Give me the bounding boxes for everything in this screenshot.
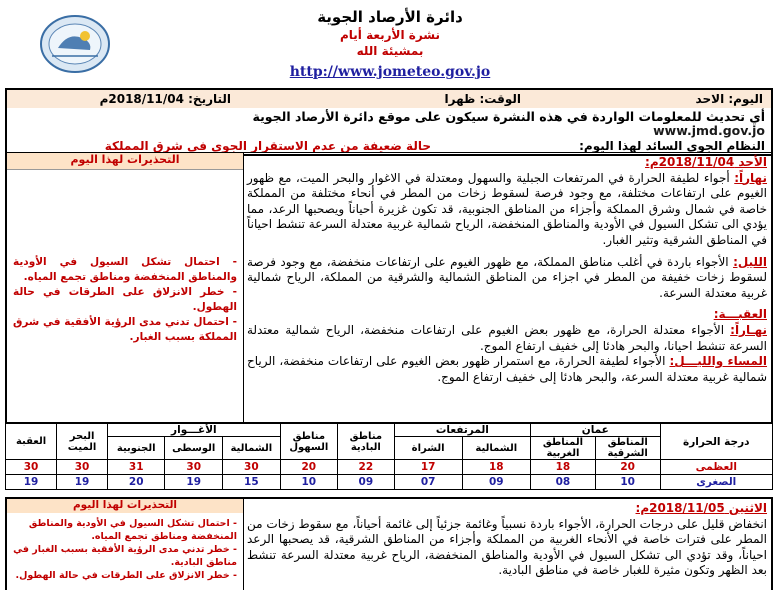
day1-warnings-list <box>13 255 237 345</box>
bulletin-subtitle-2: بمشيئة الله <box>356 44 424 58</box>
warning-item: - احتمال تشكل السيول في الأودية والمناطق المنخفضة ومناطق تجمع المياه. <box>13 256 237 283</box>
max-row <box>6 460 773 475</box>
col-header: المناطق الشرقية <box>595 437 660 460</box>
day1-forecast <box>247 155 767 385</box>
aqaba-heading: العقبـــة: <box>713 307 767 322</box>
max-cell: 20 <box>595 460 660 475</box>
aqaba-night-text: الأجواء لطيفة الحرارة، مع استمرار ظهور بعض الغيوم على ارتفاعات منخفضة، الرياح شمالية غربية معتدلة السرعة، والبحر هادئا إلى خفيف ارتفاع الموج. <box>247 354 767 384</box>
night-label: الليل: <box>733 254 767 269</box>
max-label: العظمى <box>660 460 772 475</box>
col-header: المناطق الغربية <box>531 437 596 460</box>
bulletin-subtitle: نشرة الأربعة أيام <box>339 28 441 42</box>
aqaba-night <box>247 354 767 385</box>
min-cell: 10 <box>280 475 337 490</box>
update-note-row <box>7 108 771 139</box>
col-header: الوسطى <box>165 437 223 460</box>
day2-section <box>5 497 773 590</box>
max-cell: 30 <box>165 460 223 475</box>
min-row <box>6 475 773 490</box>
bulletin-title: دائرة الأرصاد الجوية <box>317 8 463 26</box>
day2-warnings-box <box>7 499 244 590</box>
aqaba-daytime-text: الأجواء معتدلة الحرارة، مع ظهور بعض الغيوم على ارتفاعات منخفضة، الرياح شمالية معتدلة السرعة تنشط احيانا، والبحر هادئا إلى خفيف ارتفاع الموج. <box>247 322 767 353</box>
col-header: مناطق البادية <box>337 424 394 460</box>
website-link[interactable]: http://www.jometeo.gov.jo <box>289 64 491 80</box>
min-cell: 09 <box>462 475 531 490</box>
aqaba-night-label: المساء والليـــل: <box>669 354 768 369</box>
weather-system-label: النظام الجوي السائد لهذا اليوم: <box>579 139 765 153</box>
col-header: الشمالية <box>223 437 281 460</box>
day2-text: انخفاض قليل على درجات الحرارة، الأجواء باردة نسبياً وغائمة جزئياً إلى غائمة أحياناً، مع سقوط زخات من المطر على فترات خاصة في الأنحاء الغربية من المملكة وأجزاء من المناطق الشرقية، قد يصحبها الرعد احياناً، وقد تؤدي الى تشكل السيول في الأودية والمناطق المنخفضة، الرياح غربية معتدلة السرعة تنشط بعد الظهر وتكون مثيرة للغبار خاصة في مناطق البادية. <box>247 516 767 578</box>
max-cell: 18 <box>462 460 531 475</box>
aqaba-daytime <box>247 323 767 354</box>
date-label: التاريخ: 2018/11/04م <box>99 92 231 106</box>
col-header: الشراة <box>394 437 462 460</box>
min-cell: 19 <box>6 475 57 490</box>
group-header-amman: عمان <box>531 424 661 437</box>
col-header: الشمالية <box>462 437 531 460</box>
max-cell: 30 <box>223 460 281 475</box>
update-note: أي تحديث للمعلومات الواردة في هذه النشرة سيكون على موقع دائرة الأرصاد الجوية <box>252 109 765 124</box>
day1-night <box>247 255 767 302</box>
info-table <box>5 88 773 156</box>
aqaba-daytime-label: نهـاراً: <box>730 322 767 337</box>
max-cell: 30 <box>57 460 108 475</box>
col-header: الجنوبية <box>108 437 165 460</box>
time-label: الوقت: ظهرا <box>444 92 521 106</box>
warning-item: - احتمال تدني مدى الرؤية الأفقية في شرق المملكة بسبب الغبار. <box>13 316 237 343</box>
degree-header: درجة الحرارة <box>660 424 772 460</box>
day2-forecast <box>247 501 767 579</box>
warning-item: - خطر تدني مدى الرؤية الأفقية بسبب الغبار في مناطق البادية. <box>13 544 237 568</box>
weather-system-value: حالة ضعيفة من عدم الاستقرار الجوي في شرق المملكة <box>104 139 431 153</box>
max-cell: 22 <box>337 460 394 475</box>
warning-item: - خطر الانزلاق على الطرقات في حالة الهطول. <box>15 570 237 581</box>
day1-heading: الأحد 2018/11/04م: <box>645 155 767 169</box>
min-cell: 09 <box>337 475 394 490</box>
update-url[interactable]: www.jmd.gov.jo <box>653 123 765 138</box>
min-cell: 07 <box>394 475 462 490</box>
group-header-highlands: المرتفعات <box>394 424 530 437</box>
max-cell: 30 <box>6 460 57 475</box>
max-cell: 31 <box>108 460 165 475</box>
max-cell: 18 <box>531 460 596 475</box>
col-header: العقبة <box>6 424 57 460</box>
night-text: الأجواء باردة في أغلب مناطق المملكة، مع ظهور الغيوم على ارتفاعات منخفضة، مع وجود فرصة لسقوط زخات خفيفة من المطر في اجزاء من المناطق الشمالية والشرقية من المملكة، الرياح شمالية غربية معتدلة السرعة. <box>247 254 767 300</box>
day1-daytime <box>247 171 767 249</box>
max-cell: 20 <box>280 460 337 475</box>
daytime-text: أجواء لطيفة الحرارة في المرتفعات الجبلية والسهول ومعتدلة في الاغوار والبحر الميت، مع ظهور الغيوم على ارتفاعات مختلفة، مع وجود فرصة لسقوط زخات من المطر في أنحاء مختلفة من المملكة خاصة في شمال وشرق المملكة وأجزاء من المناطق الجنوبية، قد تكون غزيرة أحياناً ويصحبها الرعد، مما يؤدي الى تشكل السيول في الأودية والمناطق المنخفضة، الرياح شمالية غربية معتدلة السرعة تنشط احياناً في المناطق الشرقية وتثير الغبار. <box>247 170 767 247</box>
max-cell: 17 <box>394 460 462 475</box>
min-cell: 10 <box>595 475 660 490</box>
day1-section <box>5 152 773 424</box>
temperature-table <box>5 423 773 490</box>
min-cell: 08 <box>531 475 596 490</box>
day1-warnings-box <box>7 153 244 422</box>
day2-warnings-title: التحذيرات لهذا اليوم <box>7 499 243 513</box>
min-cell: 15 <box>223 475 281 490</box>
day1-warnings-title: التحذيرات لهذا اليوم <box>7 153 243 170</box>
day2-heading: الاثنين 2018/11/05م: <box>635 501 767 515</box>
day2-warnings-list <box>13 517 237 582</box>
group-header-ghor: الأغـــوار <box>108 424 281 437</box>
day-label: اليوم: الاحد <box>695 92 763 106</box>
warning-item: - احتمال تشكل السيول في الأودية والمناطق المنخفضة ومناطق تجمع المياه. <box>28 518 237 542</box>
min-label: الصغرى <box>660 475 772 490</box>
min-cell: 19 <box>57 475 108 490</box>
daytime-label: نهاراً: <box>734 170 767 185</box>
col-header: مناطق السهول <box>280 424 337 460</box>
col-header: البحر الميت <box>57 424 108 460</box>
min-cell: 20 <box>108 475 165 490</box>
date-row <box>7 90 771 109</box>
min-cell: 19 <box>165 475 223 490</box>
jmd-logo <box>38 12 112 76</box>
warning-item: - خطر الانزلاق على الطرقات في حالة الهطول. <box>13 286 237 313</box>
